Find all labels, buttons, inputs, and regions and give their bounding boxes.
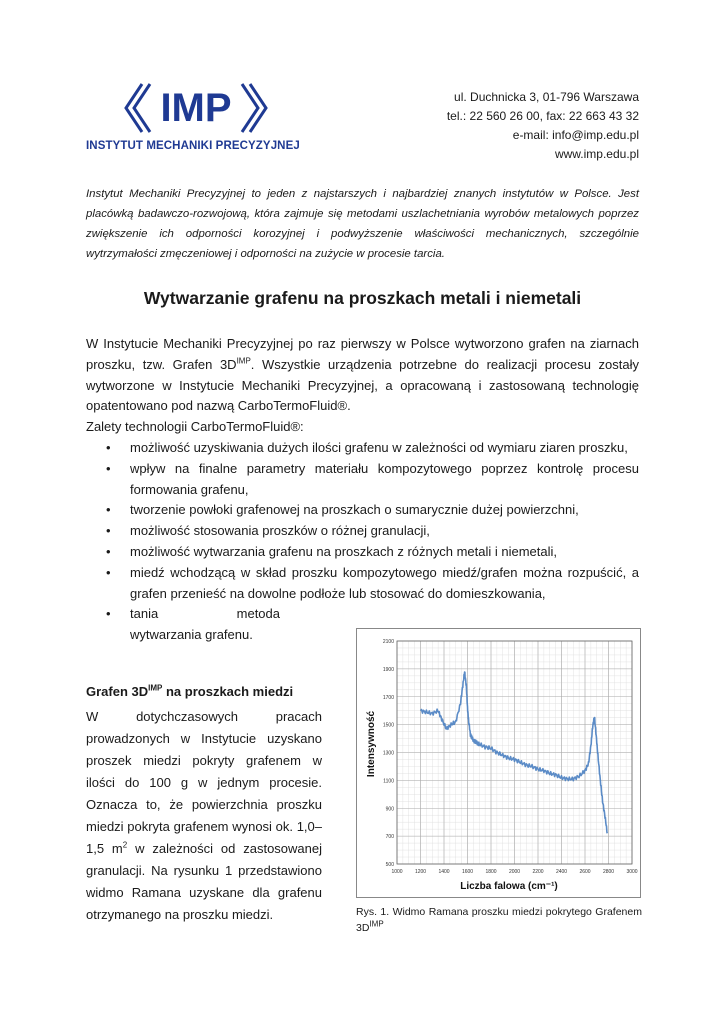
x-tick-label: 2000	[508, 869, 521, 875]
x-tick-label: 1400	[438, 869, 450, 875]
superscript: 2	[122, 840, 128, 850]
list-item: • miedź wchodzącą w skład proszku kompozytowego miedź/grafen można rozpuścić, a grafen przenieść na dowolne podłoże lub stosować do domieszkowania,	[86, 563, 639, 605]
imp-logo-icon	[120, 80, 280, 136]
section-heading	[86, 684, 293, 699]
list-item: • tworzenie powłoki grafenowej na proszkach o sumarycznie dużej powierzchni,	[86, 500, 639, 521]
x-tick-label: 1200	[414, 869, 427, 875]
contact-phone: tel.: 22 560 26 00, fax: 22 663 43 32	[446, 109, 639, 123]
paragraph-text: W Instytucie Mechaniki Precyzyjnej po raz pierwszy w Polsce wytworzono grafen na ziarnach proszku, tzw. Grafen 3D	[86, 336, 639, 372]
x-tick-label: 1800	[485, 869, 497, 875]
y-axis-label: Intensywność	[366, 710, 377, 778]
y-tick-label: 2100	[382, 639, 394, 645]
contact-block	[447, 88, 639, 164]
paragraph-text: . Wszystkie urządzenia potrzebne do realizacji procesu zostały wytworzone w Instytucie Mechaniki Precyzyjnej, a opracowaną i zastosowaną technologię opatentowano pod nazwą CarboTermoFluid®.	[86, 356, 639, 414]
list-item: • wpływ na finalne parametry materiału kompozytowego poprzez kontrolę procesu formowania grafenu,	[86, 459, 639, 501]
y-tick-label: 1900	[382, 666, 394, 673]
heading-text: na proszkach miedzi	[162, 684, 294, 699]
raman-chart	[357, 629, 640, 897]
logo-text: IMP	[160, 86, 232, 130]
y-tick-label: 500	[385, 862, 394, 868]
intro-body-paragraph	[86, 334, 639, 417]
x-tick-label: 3000	[626, 869, 638, 875]
list-item: • możliwość wytwarzania grafenu na proszkach z różnych metali i niemetali,	[86, 542, 639, 563]
intro-paragraph: Instytut Mechaniki Precyzyjnej to jeden z najstarszych i najbardziej znanych instytutów w Polsce. Jest placówką badawczo-rozwojową, która zajmuje się metodami uszlachetniania wyrobów metalowych poprzez zwiększenie ich odporności korozyjnej i podwyższenie właściwości mechanicznych, szczególnie wytrzymałości zmęczeniowej i odporności na zużycie w procesie tarcia.	[86, 188, 639, 260]
x-tick-label: 1000	[391, 869, 403, 875]
section-paragraph	[86, 706, 322, 926]
document-title: Wytwarzanie grafenu na proszkach metali i niemetali	[143, 288, 582, 308]
x-tick-label: 1600	[461, 869, 474, 875]
y-tick-label: 900	[385, 806, 394, 813]
y-tick-label: 1500	[382, 722, 394, 729]
x-tick-label: 2600	[579, 869, 591, 875]
y-tick-label: 1100	[383, 778, 394, 785]
advantages-list	[86, 438, 639, 646]
raman-figure	[356, 628, 641, 898]
contact-address: ul. Duchnicka 3, 01-796 Warszawa	[454, 90, 639, 104]
list-item: • możliwość stosowania proszków o różnej granulacji,	[86, 521, 639, 542]
heading-text: Grafen 3D	[86, 684, 149, 699]
caption-text: Rys. 1. Widmo Ramana proszku miedzi pokrytego Grafenem 3D	[356, 906, 642, 934]
paragraph-text: w zależności od zastosowanej granulacji. Na rysunku 1 przedstawiono widmo Ramana uzyskane dla grafenu otrzymanego na proszku miedzi.	[86, 841, 323, 922]
y-tick-label: 700	[385, 834, 394, 841]
superscript: IMP	[148, 683, 163, 693]
y-tick-label: 1300	[382, 750, 394, 757]
main-body	[86, 334, 639, 646]
list-item: • tania metoda wytwarzania grafenu.	[86, 604, 280, 646]
contact-email[interactable]: e-mail: info@imp.edu.pl	[512, 128, 639, 142]
figure-caption	[356, 904, 642, 936]
x-tick-label: 2400	[555, 869, 568, 875]
y-tick-label: 1700	[382, 694, 394, 701]
logo-caption: INSTYTUT MECHANIKI PRECYZYJNEJ	[86, 140, 300, 152]
advantages-lead: Zalety technologii CarboTermoFluid®:	[86, 419, 304, 435]
contact-website[interactable]: www.imp.edu.pl	[554, 147, 639, 161]
list-item: • możliwość uzyskiwania dużych ilości grafenu w zależności od wymiaru ziaren proszku,	[86, 438, 639, 459]
x-tick-label: 2200	[532, 869, 544, 875]
x-axis-label: Liczba falowa (cm⁻¹)	[460, 881, 558, 892]
paragraph-text: W dotychczasowych pracach prowadzonych w Instytucie uzyskano proszek miedzi pokryty grafenem w ilości do 100 g w jednym procesie. Oznacza to, że powierzchnia proszku miedzi pokryta grafenem wynosi ok. 1,0–1,5 m	[86, 709, 322, 856]
superscript: IMP	[236, 356, 251, 366]
institute-logo	[86, 80, 312, 160]
x-tick-label: 2800	[602, 869, 615, 875]
superscript: IMP	[369, 919, 384, 929]
